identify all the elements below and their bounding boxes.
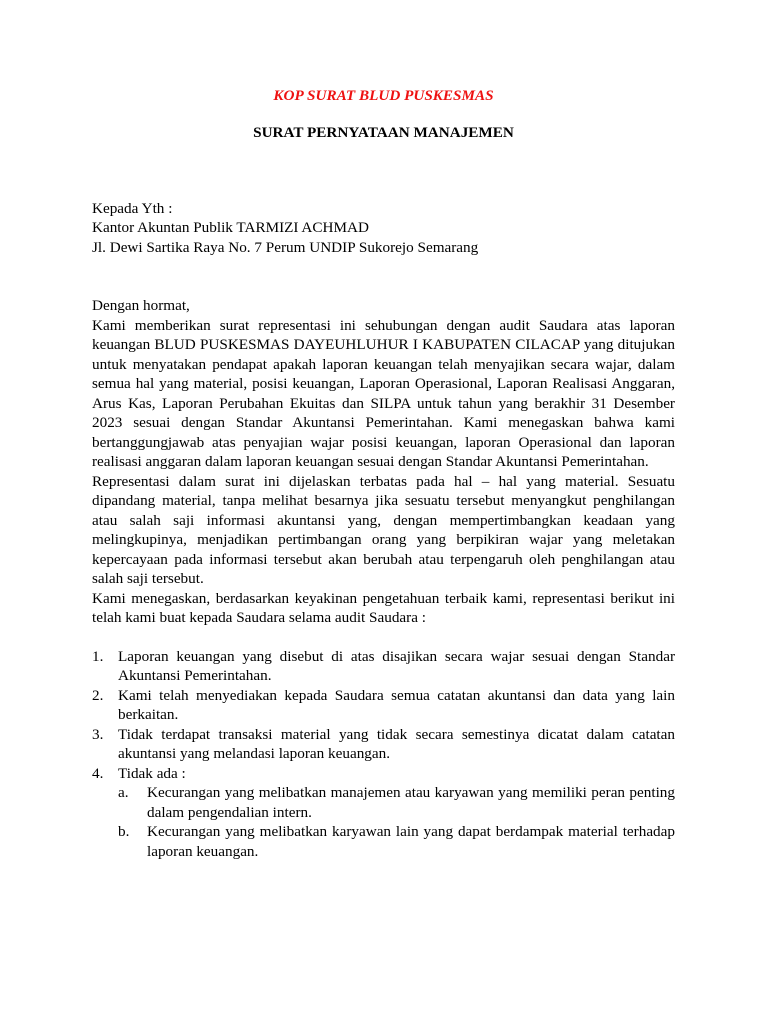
letter-page: [92, 86, 675, 861]
list-item: [92, 764, 675, 862]
list-number: 1.: [92, 647, 104, 665]
representation-list: [92, 647, 675, 862]
sub-list-letter: a.: [118, 784, 129, 801]
list-item-text: Tidak ada :: [118, 764, 186, 782]
list-number: 3.: [92, 725, 104, 743]
sub-list-item-text: Kecurangan yang melibatkan manajemen atau karyawan yang memiliki peran penting dalam pengendalian intern.: [147, 784, 675, 821]
list-number: 2.: [92, 686, 104, 704]
list-item-text: Laporan keuangan yang disebut di atas disajikan secara wajar sesuai dengan Standar Akuntansi Pemerintahan.: [118, 647, 675, 684]
letterhead-kop: KOP SURAT BLUD PUSKESMAS: [273, 87, 494, 104]
paragraph-materiality: Representasi dalam surat ini dijelaskan terbatas pada hal – hal yang material. Sesuatu dipandang material, tanpa melihat besarnya jika sesuatu tersebut menyangkut penghilangan atau salah saji informasi akuntansi yang, dengan mempertimbangkan keadaan yang melingkupinya, menjadikan pertimbangan orang yang berpikiran wajar yang meletakan kepercayaan pada informasi tersebut akan berubah atau terpengaruh oleh penghilangan atau salah saji tersebut.: [92, 472, 675, 587]
recipient-block: [92, 199, 675, 258]
paragraph-representation: Kami memberikan surat representasi ini sehubungan dengan audit Saudara atas laporan keuangan BLUD PUSKESMAS DAYEUHLUHUR I KABUPATEN CILACAP yang ditujukan untuk menyatakan pendapat apakah laporan keuangan telah menyajikan secara wajar, dalam semua hal yang material, posisi keuangan, Laporan Operasional, Laporan Realisasi Anggaran, Arus Kas, Laporan Perubahan Ekuitas dan SILPA untuk tahun yang berakhir 31 Desember 2023 sesuai dengan Standar Akuntansi Pemerintahan. Kami menegaskan bahwa kami bertanggungjawab atas penyajian wajar posisi keuangan, laporan Operasional dan laporan realisasi anggaran dalam laporan keuangan sesuai dengan Standar Akuntansi Pemerintahan.: [92, 316, 675, 470]
recipient-name: Kantor Akuntan Publik TARMIZI ACHMAD: [92, 219, 369, 236]
document-title: SURAT PERNYATAAN MANAJEMEN: [253, 124, 514, 141]
list-item-text: Kami telah menyediakan kepada Saudara semua catatan akuntansi dan data yang lain berkaitan.: [118, 686, 675, 723]
greeting: Dengan hormat,: [92, 297, 190, 314]
list-item: [92, 725, 675, 764]
recipient-salutation: Kepada Yth :: [92, 199, 173, 217]
sub-list-item: [118, 783, 675, 822]
list-number: 4.: [92, 764, 104, 782]
sub-list-item-text: Kecurangan yang melibatkan karyawan lain yang dapat berdampak material terhadap laporan keuangan.: [147, 823, 675, 860]
list-item-text: Tidak terdapat transaksi material yang tidak secara semestinya dicatat dalam catatan akuntansi yang melandasi laporan keuangan.: [118, 725, 675, 762]
paragraph-affirmation: Kami menegaskan, berdasarkan keyakinan pengetahuan terbaik kami, representasi berikut ini telah kami buat kepada Saudara selama audit Saudara :: [92, 589, 675, 626]
sub-list: [118, 783, 675, 861]
sub-list-letter: b.: [118, 823, 130, 840]
sub-list-item: [118, 822, 675, 861]
recipient-address: Jl. Dewi Sartika Raya No. 7 Perum UNDIP Sukorejo Semarang: [92, 238, 479, 256]
list-item: [92, 686, 675, 725]
list-item: [92, 647, 675, 686]
